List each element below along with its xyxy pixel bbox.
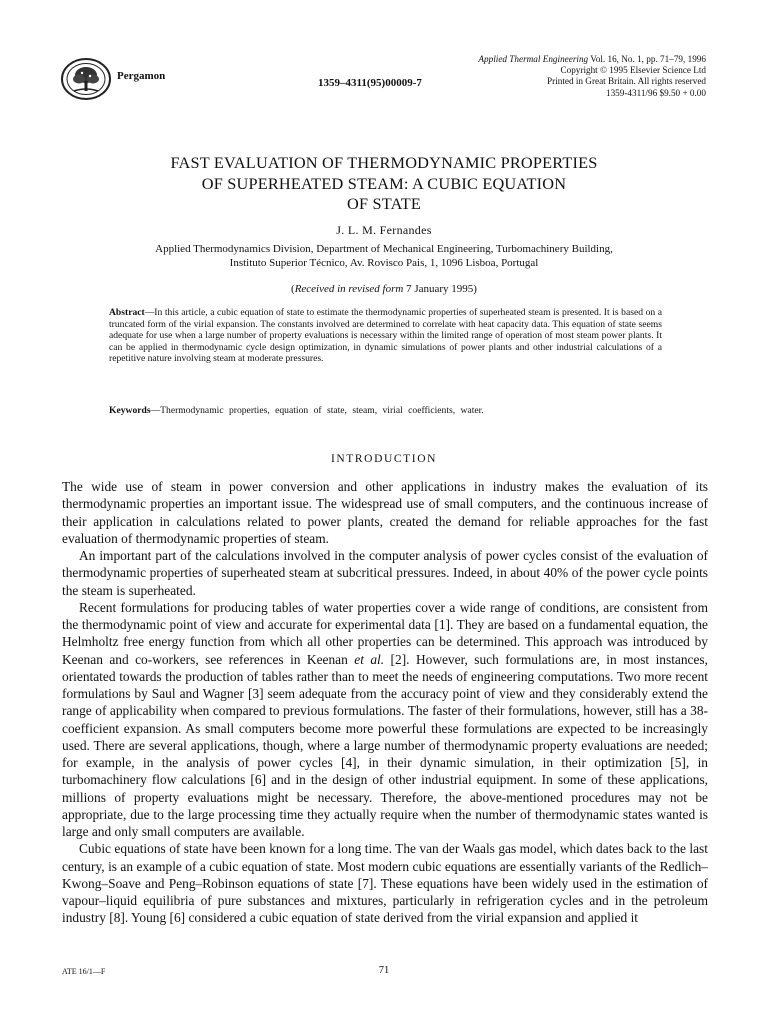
citation-et-al: et al. <box>354 651 385 667</box>
journal-name: Applied Thermal Engineering <box>478 54 589 64</box>
body-text <box>62 478 708 927</box>
author-affiliation <box>100 243 668 270</box>
price-line: 1359-4311/96 $9.50 + 0.00 <box>605 87 706 98</box>
affiliation-line: Instituto Superior Técnico, Av. Rovisco Pais, 1, 1096 Lisboa, Portugal <box>229 256 539 269</box>
title-line: OF STATE <box>346 194 422 213</box>
volume-info: Vol. 16, No. 1, pp. 71–79, 1996 <box>590 54 706 64</box>
abstract-label: Abstract <box>109 307 145 318</box>
pergamon-logo-icon <box>60 57 112 101</box>
keywords <box>109 405 484 416</box>
citation-block <box>386 54 706 99</box>
publisher-name: Pergamon <box>117 70 166 82</box>
abstract <box>109 307 662 365</box>
article-doi: 1359–4311(95)00009-7 <box>318 77 422 89</box>
page-number: 71 <box>378 965 390 976</box>
section-heading: INTRODUCTION <box>330 453 438 465</box>
paragraph: Cubic equations of state have been known for a long time. The van der Waals gas model, which dates back to the last century, is an example of a cubic equation of state. Most modern cubic equations are essentially variants of the Redlich–Kwong–Soave and Peng–Robinson equations of state [7]. These equations have been widely used in the estimation of vapour–liquid equilibria of pure substances and mixtures, particularly in refrigeration cycles and in the petroleum industry [8]. Young [6] considered a cubic equation of state derived from the virial expansion and applied it <box>62 841 708 926</box>
paper-title <box>80 153 688 215</box>
received-label: Received in revised form <box>294 283 404 295</box>
title-line: OF SUPERHEATED STEAM: A CUBIC EQUATION <box>201 173 567 193</box>
received-date: (Received in revised form 7 January 1995) <box>291 283 477 295</box>
paragraph: The wide use of steam in power conversion and other applications in industry makes the evaluation of its thermodynamic properties an important issue. The widespread use of small computers, and the continuous increase of their application in calculations related to power plants, created the demand for reliable approaches for the fast evaluation of thermodynamic properties of steam. <box>62 479 708 546</box>
printed-line: Printed in Great Britain. All rights reserved <box>547 76 706 87</box>
affiliation-line: Applied Thermodynamics Division, Department of Mechanical Engineering, Turbomachinery Building, <box>155 243 613 255</box>
citation-line-journal <box>386 54 706 65</box>
paragraph: Recent formulations for producing tables of water properties cover a wide range of conditions, are consistent from the thermodynamic point of view and accurate for experimental data [1]. They are based on a fundamental equation, the Helmholtz free energy function from which all other properties can be determined. This approach was introduced by Keenan and co-workers, see references in Keenan et al. [2]. However, such formulations are, in most instances, orientated towards the production of tables rather than to meet the needs of engineering computations. Two more recent formulations by Saul and Wagner [3] seem adequate from the accuracy point of view and they considerably extend the range of applicability when compared to previous formulations. The faster of their formulations, however, still has a 38-coefficient expansion. As small computers become more powerful these formulations are expected to be increasingly used. There are several applications, though, where a large number of thermodynamic property evaluations are needed; for example, in the analysis of power cycles [4], in their dynamic simulation, in their optimization [5], in turbomachinery flow calculations [6] and in the design of other industrial equipment. In some of these applications, millions of property evaluations might be necessary. Therefore, the above-mentioned procedures may not be appropriate, due to the large processing time they actually require when the number of thermodynamic states wanted is large and only small computers are available. <box>62 599 708 839</box>
received-date-value: 7 January 1995 <box>406 283 474 295</box>
title-line: FAST EVALUATION OF THERMODYNAMIC PROPERTIES <box>170 153 598 172</box>
paragraph: An important part of the calculations involved in the computer analysis of power cycles consist of the evaluation of thermodynamic properties of superheated steam at subcritical pressures. Indeed, in about 40% of the power cycle points the steam is superheated. <box>62 548 708 598</box>
keywords-label: Keywords <box>109 405 151 416</box>
copyright-line: Copyright © 1995 Elsevier Science Ltd <box>560 65 706 76</box>
abstract-text: —In this article, a cubic equation of state to estimate the thermodynamic properties of superheated steam is presented. It is based on a truncated form of the virial expansion. The constants involved are determined to correlate with heat capacity data. This equation of state seems adequate for use when a large number of property evaluations is necessary within the limited range of operation of most steam power plants. It can be applied in thermodynamic cycle design optimization, in dynamic simulations of power plants and other industrial calculations of a repetitive nature involving steam at moderate pressures. <box>109 307 662 365</box>
keywords-text: —Thermodynamic properties, equation of state, steam, virial coefficients, water. <box>150 405 484 416</box>
footer-code: ATE 16/1—F <box>62 967 106 976</box>
author-name: J. L. M. Fernandes <box>336 223 432 237</box>
